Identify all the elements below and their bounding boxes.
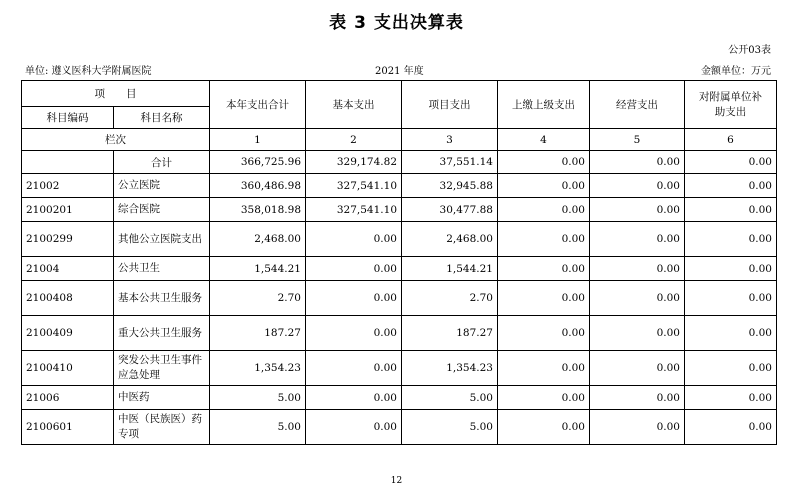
row-value: 0.00 xyxy=(498,198,590,222)
row-value: 358,018.98 xyxy=(210,198,306,222)
row-value: 187.27 xyxy=(402,316,498,351)
row-value: 0.00 xyxy=(306,351,402,386)
report-title: 表 3 支出决算表 xyxy=(329,13,464,33)
row-value: 0.00 xyxy=(590,316,685,351)
row-value: 0.00 xyxy=(685,281,777,316)
row-name: 其他公立医院支出 xyxy=(114,222,210,257)
row-value: 0.00 xyxy=(590,281,685,316)
row-value: 1,544.21 xyxy=(210,257,306,281)
row-name: 公立医院 xyxy=(114,174,210,198)
row-value: 0.00 xyxy=(685,386,777,410)
col-num: 4 xyxy=(498,129,590,151)
row-code: 2100408 xyxy=(22,281,114,316)
header-business: 经营支出 xyxy=(590,81,685,129)
header-total: 本年支出合计 xyxy=(210,81,306,129)
row-value: 0.00 xyxy=(590,257,685,281)
row-code: 2100410 xyxy=(22,351,114,386)
row-value: 0.00 xyxy=(306,386,402,410)
header-code: 科目编码 xyxy=(22,107,114,129)
row-value: 0.00 xyxy=(685,257,777,281)
amount-unit: 金额单位：万元 xyxy=(701,66,771,77)
header-name: 科目名称 xyxy=(114,107,210,129)
row-value: 0.00 xyxy=(306,222,402,257)
row-value: 0.00 xyxy=(685,316,777,351)
sum-value: 366,725.96 xyxy=(210,151,306,174)
table-row xyxy=(22,351,777,386)
row-value: 360,486.98 xyxy=(210,174,306,198)
row-value: 0.00 xyxy=(498,257,590,281)
table-row xyxy=(22,410,777,445)
table-row xyxy=(22,198,777,222)
row-value: 0.00 xyxy=(685,351,777,386)
header-upper: 上缴上级支出 xyxy=(498,81,590,129)
table-row xyxy=(22,386,777,410)
table-row xyxy=(22,222,777,257)
row-code: 2100201 xyxy=(22,198,114,222)
page-number: 12 xyxy=(390,476,403,486)
row-value: 0.00 xyxy=(306,281,402,316)
row-value: 0.00 xyxy=(498,351,590,386)
unit-label: 单位: 遵义医科大学附属医院 xyxy=(25,66,152,77)
row-value: 0.00 xyxy=(498,386,590,410)
row-value: 327,541.10 xyxy=(306,174,402,198)
sum-label: 合计 xyxy=(114,151,210,174)
row-value: 187.27 xyxy=(210,316,306,351)
row-value: 1,544.21 xyxy=(402,257,498,281)
row-value: 0.00 xyxy=(590,410,685,445)
row-name: 公共卫生 xyxy=(114,257,210,281)
row-value: 0.00 xyxy=(498,174,590,198)
row-value: 1,354.23 xyxy=(402,351,498,386)
row-value: 0.00 xyxy=(685,410,777,445)
row-value: 5.00 xyxy=(402,386,498,410)
row-value: 0.00 xyxy=(685,198,777,222)
form-code: 公开03表 xyxy=(728,45,771,56)
row-value: 2,468.00 xyxy=(402,222,498,257)
row-value: 2.70 xyxy=(402,281,498,316)
col-num: 1 xyxy=(210,129,306,151)
table-row xyxy=(22,257,777,281)
row-value: 0.00 xyxy=(498,316,590,351)
row-value: 0.00 xyxy=(306,410,402,445)
row-code: 2100409 xyxy=(22,316,114,351)
row-value: 0.00 xyxy=(306,257,402,281)
row-value: 0.00 xyxy=(590,386,685,410)
row-name: 突发公共卫生事件应急处理 xyxy=(114,351,210,386)
row-name: 综合医院 xyxy=(114,198,210,222)
row-value: 5.00 xyxy=(402,410,498,445)
sum-row xyxy=(22,151,777,174)
col-num: 2 xyxy=(306,129,402,151)
row-value: 5.00 xyxy=(210,386,306,410)
expenditure-table xyxy=(21,80,777,445)
row-value: 0.00 xyxy=(498,222,590,257)
row-value: 0.00 xyxy=(590,198,685,222)
row-value: 2.70 xyxy=(210,281,306,316)
row-value: 0.00 xyxy=(590,174,685,198)
table-row xyxy=(22,281,777,316)
col-num: 6 xyxy=(685,129,777,151)
sum-value: 37,551.14 xyxy=(402,151,498,174)
row-value: 32,945.88 xyxy=(402,174,498,198)
row-value: 0.00 xyxy=(498,281,590,316)
row-code: 21006 xyxy=(22,386,114,410)
header-basic: 基本支出 xyxy=(306,81,402,129)
row-label: 栏次 xyxy=(22,129,210,151)
row-value: 1,354.23 xyxy=(210,351,306,386)
header-item: 项 目 xyxy=(22,81,210,107)
sum-value: 0.00 xyxy=(685,151,777,174)
row-name: 中医药 xyxy=(114,386,210,410)
row-name: 中医（民族医）药专项 xyxy=(114,410,210,445)
column-number-row xyxy=(22,129,777,151)
row-code: 2100601 xyxy=(22,410,114,445)
row-value: 5.00 xyxy=(210,410,306,445)
row-value: 0.00 xyxy=(306,316,402,351)
row-value: 0.00 xyxy=(590,222,685,257)
header-project: 项目支出 xyxy=(402,81,498,129)
row-value: 0.00 xyxy=(590,351,685,386)
header-subsidy: 对附属单位补助支出 xyxy=(685,81,777,129)
row-value: 0.00 xyxy=(498,410,590,445)
row-code: 21002 xyxy=(22,174,114,198)
sum-value: 0.00 xyxy=(590,151,685,174)
col-num: 3 xyxy=(402,129,498,151)
row-code: 2100299 xyxy=(22,222,114,257)
row-value: 2,468.00 xyxy=(210,222,306,257)
sum-value: 0.00 xyxy=(498,151,590,174)
row-value: 0.00 xyxy=(685,174,777,198)
row-value: 30,477.88 xyxy=(402,198,498,222)
sum-value: 329,174.82 xyxy=(306,151,402,174)
year-label: 2021 年度 xyxy=(375,66,424,77)
table-row xyxy=(22,174,777,198)
row-name: 基本公共卫生服务 xyxy=(114,281,210,316)
col-num: 5 xyxy=(590,129,685,151)
row-value: 327,541.10 xyxy=(306,198,402,222)
row-value: 0.00 xyxy=(685,222,777,257)
table-row xyxy=(22,316,777,351)
row-code: 21004 xyxy=(22,257,114,281)
row-name: 重大公共卫生服务 xyxy=(114,316,210,351)
